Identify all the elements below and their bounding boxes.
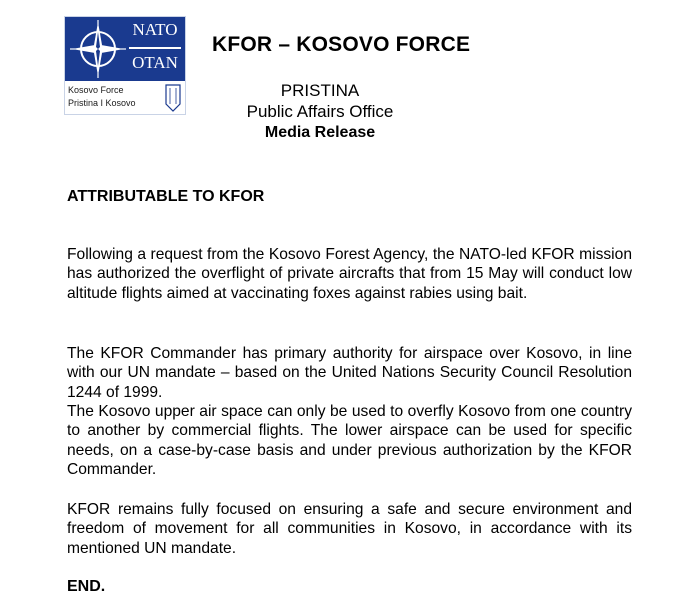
- document-title: KFOR – KOSOVO FORCE: [212, 33, 471, 56]
- paragraph-airspace-authority: The KFOR Commander has primary authority for airspace over Kosovo, in line with our UN mandate – based on the United Nations Security Council Resolution 1244 of 1999.: [67, 345, 632, 401]
- office-block: [220, 80, 420, 144]
- closing-end: END.: [67, 578, 106, 595]
- release-type: Media Release: [264, 124, 376, 141]
- logo-caption: [68, 84, 136, 110]
- logo-blue-panel: [65, 17, 185, 81]
- logo-otan-text: OTAN: [132, 53, 178, 72]
- paragraph-kfor-commitment: KFOR remains fully focused on ensuring a safe and secure environment and freedom of movement for all communities in Kosovo, in accordance with its mentioned UN mandate.: [67, 501, 632, 557]
- kfor-badge-icon: [165, 84, 181, 112]
- logo-divider: [129, 47, 181, 49]
- paragraph-airspace-usage: The Kosovo upper air space can only be used to overfly Kosovo from one country to another by commercial flights. The lower airspace can be used for specific needs, on a case-by-case basis and under previous authorization by the KFOR Commander.: [67, 403, 632, 479]
- logo-caption-line1: Kosovo Force: [68, 85, 124, 95]
- paragraph-vaccination-flights: Following a request from the Kosovo Forest Agency, the NATO-led KFOR mission has authorized the overflight of private aircrafts that from 15 May will conduct low altitude flights aimed at vaccinating foxes against rabies using bait.: [67, 246, 632, 302]
- nato-compass-star-icon: [69, 19, 127, 79]
- city: PRISTINA: [280, 81, 360, 100]
- logo-nato-text: NATO: [132, 20, 178, 39]
- attribution-heading: ATTRIBUTABLE TO KFOR: [67, 188, 265, 205]
- kfor-nato-logo: [64, 16, 186, 115]
- logo-caption-line2: Pristina I Kosovo: [68, 98, 136, 108]
- office-name: Public Affairs Office: [246, 102, 394, 121]
